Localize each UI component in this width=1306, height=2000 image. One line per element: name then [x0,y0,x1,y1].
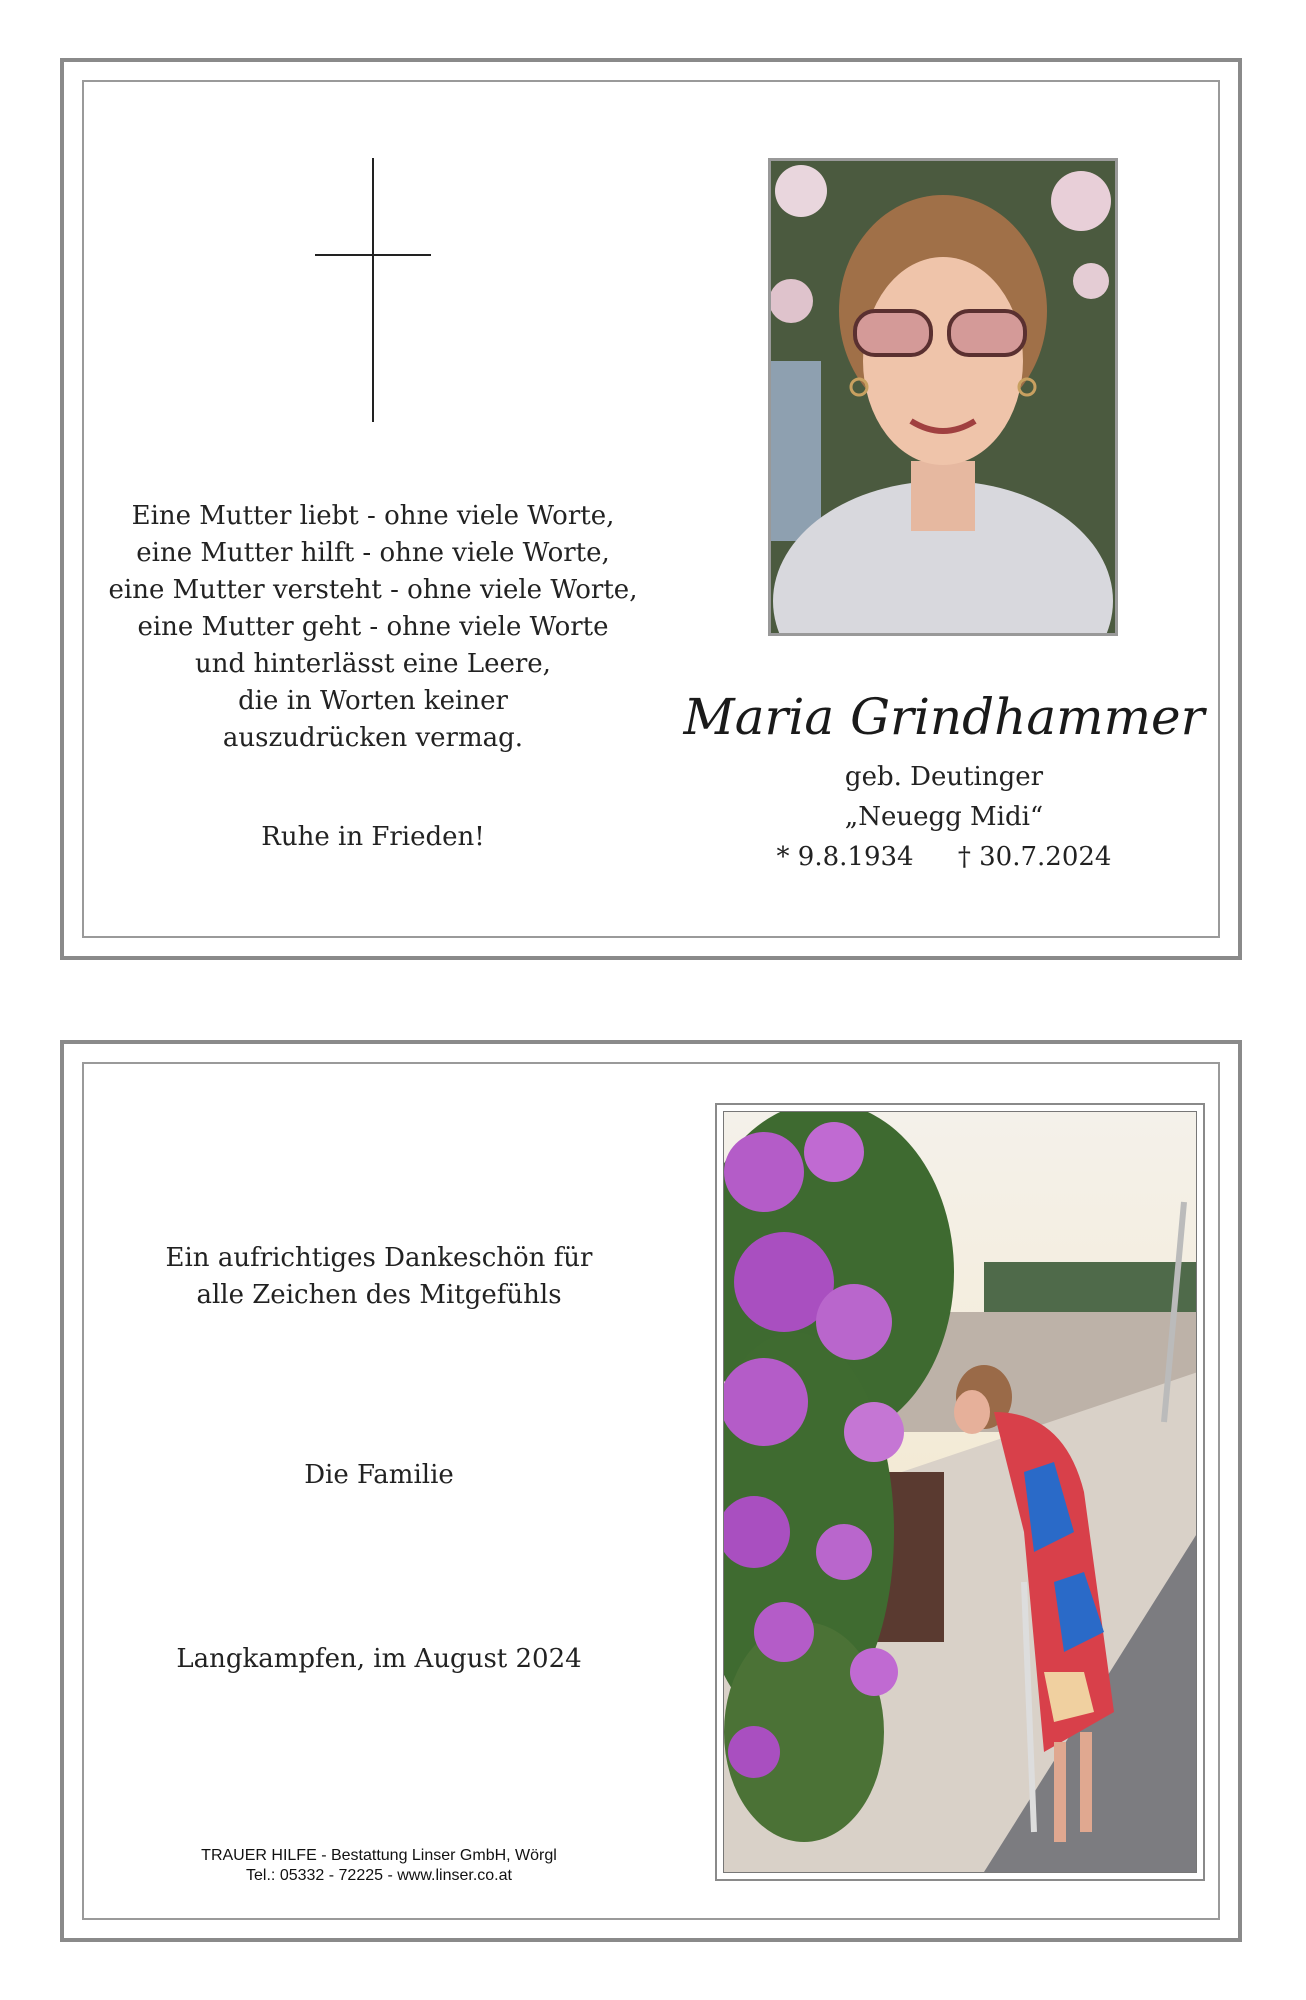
birth-date: * 9.8.1934 [776,842,914,872]
poem-line: eine Mutter hilft - ohne viele Worte, [136,538,610,568]
parte-back-card [60,1040,1242,1942]
place-date: Langkampfen, im August 2024 [176,1644,582,1674]
birth-name: geb. Deutinger [844,762,1044,792]
undertaker-info [84,1846,674,1886]
poem [84,498,662,757]
poem-line: eine Mutter versteht - ohne viele Worte, [108,575,638,605]
flowers-photo [723,1111,1197,1873]
thanks-text [84,1240,674,1314]
portrait-photo [768,158,1118,636]
nickname: „Neuegg Midi“ [844,802,1044,832]
poem-line: die in Worten keiner [238,686,508,716]
poem-line: Eine Mutter liebt - ohne viele Worte, [131,501,615,531]
parte-front-card [60,58,1242,960]
cross-icon [315,158,431,422]
photo-frame [715,1103,1205,1881]
life-dates [674,842,1214,872]
inner-frame [82,1062,1220,1920]
undertaker-line: TRAUER HILFE - Bestattung Linser GmbH, Wörgl [201,1847,557,1864]
thanks-line: Ein aufrichtiges Dankeschön für [165,1243,593,1273]
death-date: † 30.7.2024 [957,842,1112,872]
poem-line: auszudrücken vermag. [222,723,524,753]
inner-frame [82,80,1220,938]
family-signature: Die Familie [304,1460,454,1490]
poem-line: eine Mutter geht - ohne viele Worte [137,612,609,642]
deceased-name: Maria Grindhammer [683,688,1205,746]
poem-line: und hinterlässt eine Leere, [195,649,551,679]
undertaker-line: Tel.: 05332 - 72225 - www.linser.co.at [246,1867,512,1884]
farewell-text: Ruhe in Frieden! [261,822,485,852]
thanks-line: alle Zeichen des Mitgefühls [196,1280,562,1310]
